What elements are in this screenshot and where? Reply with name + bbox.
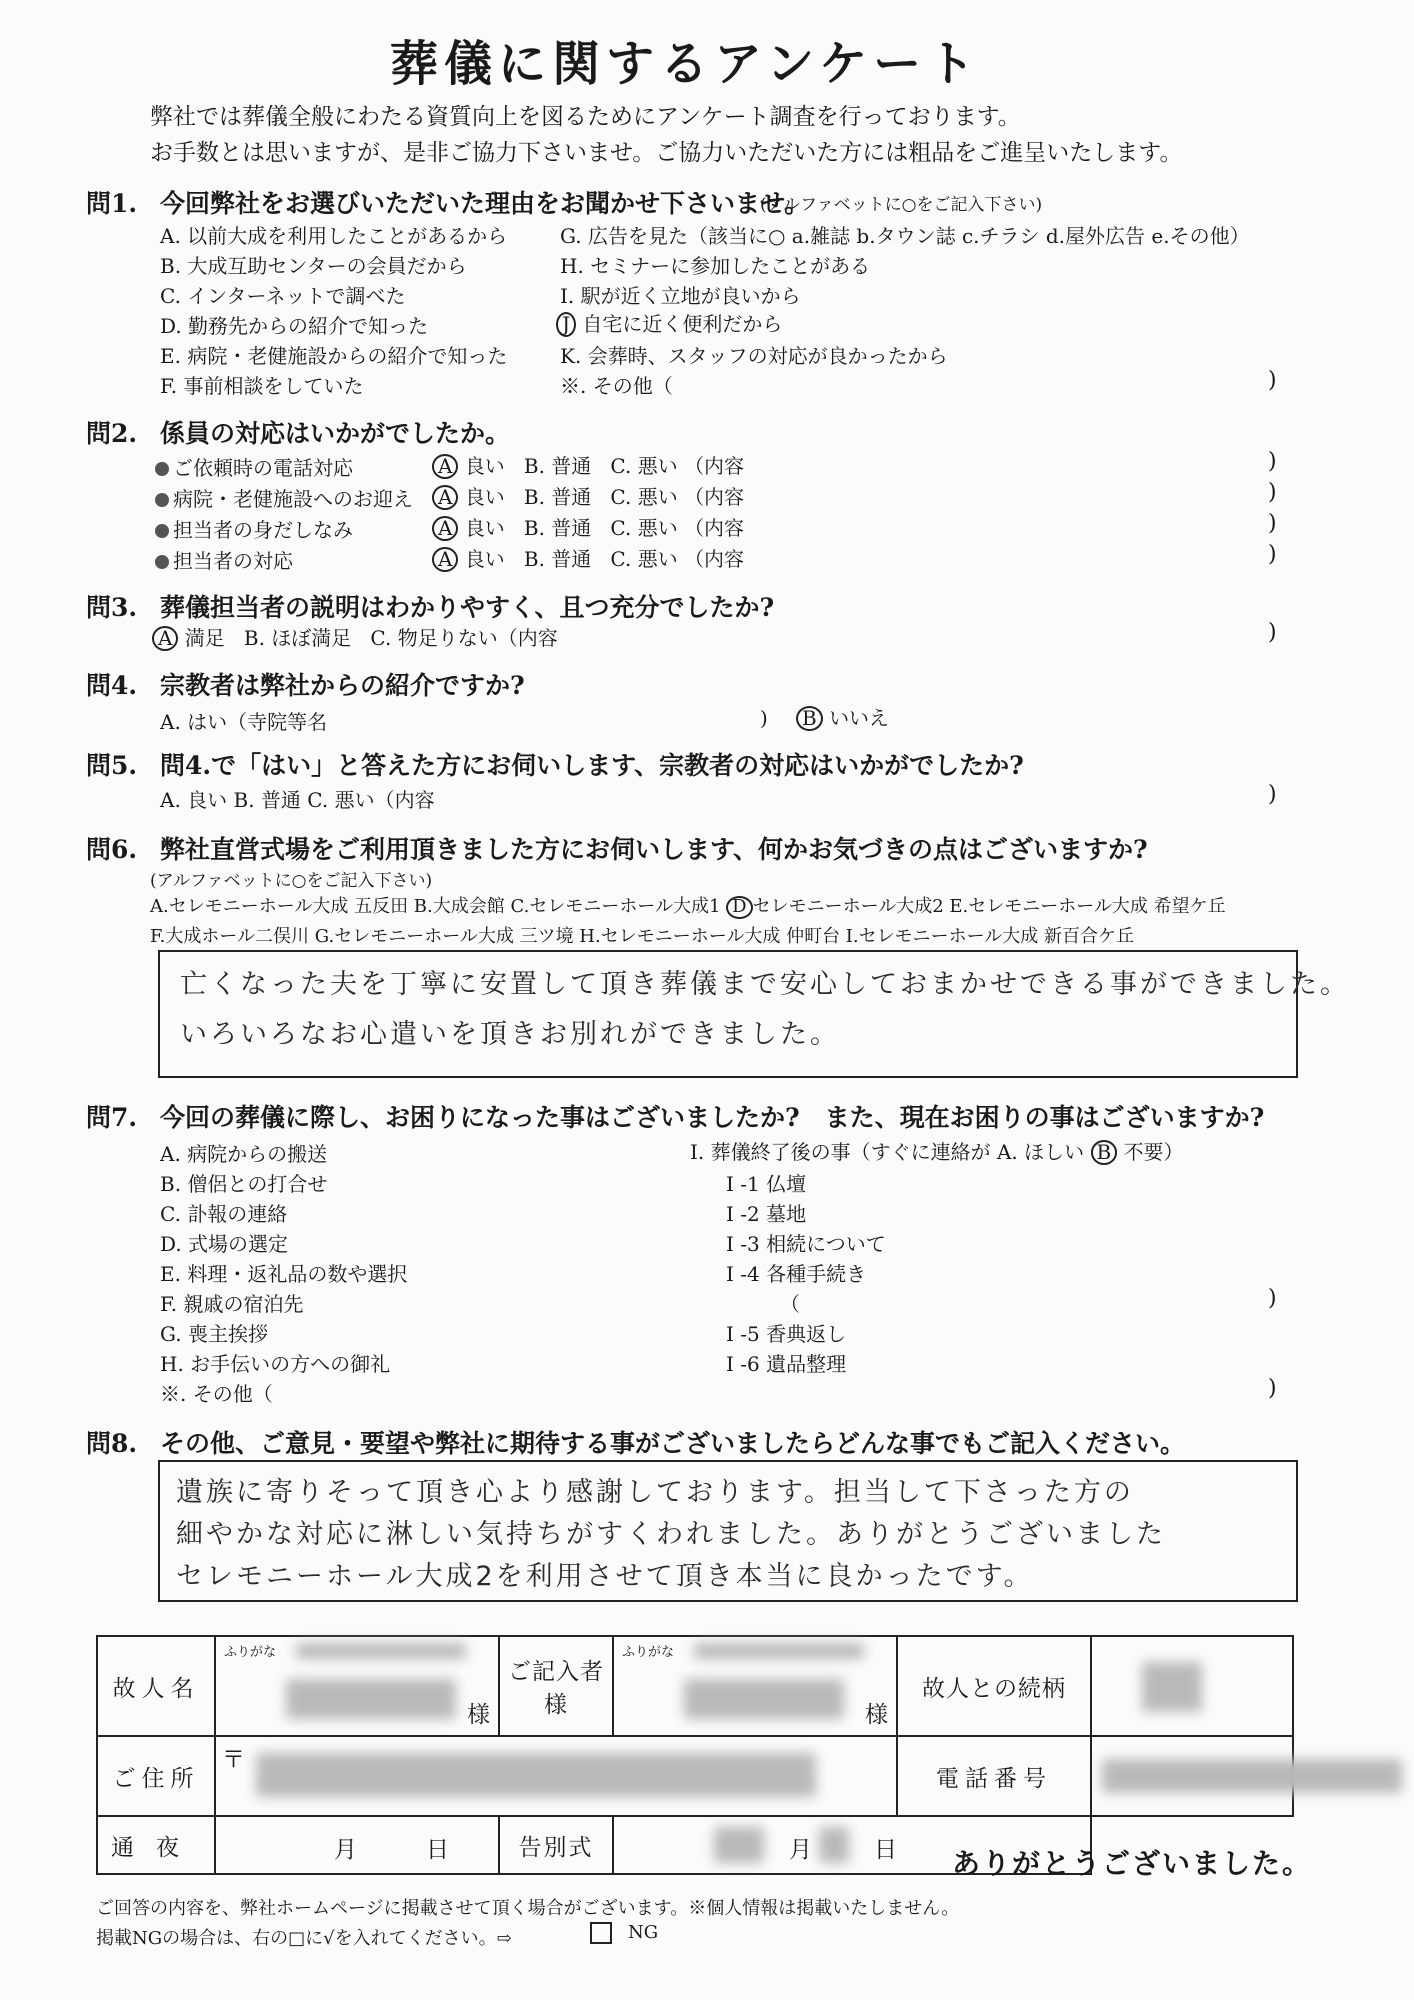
- funeral-month: 月: [789, 1837, 812, 1863]
- q7-selected-circle: B: [1091, 1140, 1118, 1165]
- footer-line-1: ご回答の内容を、弊社ホームページに掲載させて頂く場合がございます。※個人情報は掲載いたしません。: [96, 1898, 960, 1919]
- postal-mark: 〒: [222, 1747, 245, 1773]
- wake-label: 通夜: [97, 1816, 215, 1874]
- q7-text: 今回の葬儀に際し、お困りになった事はございましたか? また、現在お困りの事はございますか?: [160, 1103, 1265, 1132]
- q5-number: 問5.: [86, 751, 138, 780]
- q7-option-d[interactable]: D. 式場の選定: [160, 1232, 289, 1256]
- writer-label: ご記入者様: [499, 1636, 613, 1736]
- q2-row-1-options[interactable]: A 良い B. 普通 C. 悪い （内容: [432, 450, 744, 479]
- q2-close-paren-2: ): [1268, 480, 1277, 505]
- q5-options[interactable]: A. 良い B. 普通 C. 悪い（内容: [160, 788, 435, 812]
- q7-option-i[interactable]: I. 葬儀終了後の事（すぐに連絡が A. ほしい B 不要）: [690, 1140, 1184, 1164]
- q2-text: 係員の対応はいかがでしたか。: [160, 419, 511, 448]
- q6-number: 問6.: [86, 835, 138, 864]
- writer-sama: 様: [865, 1702, 888, 1728]
- q8-text: その他、ご意見・要望や弊社に期待する事がございましたらどんな事でもご記入ください。: [160, 1429, 1186, 1458]
- q1-option-b[interactable]: B. 大成互助センターの会員だから: [160, 254, 467, 278]
- q7-option-f[interactable]: F. 親戚の宿泊先: [160, 1292, 304, 1316]
- q1-option-c[interactable]: C. インターネットで調べた: [160, 284, 406, 308]
- respondent-info-table: [96, 1635, 1294, 1875]
- q5-close-paren: ): [1268, 782, 1277, 807]
- q7-option-i3[interactable]: I -3 相続について: [726, 1232, 886, 1256]
- relation-field[interactable]: [1091, 1636, 1293, 1736]
- q8-number: 問8.: [86, 1429, 138, 1458]
- q4-number: 問4.: [86, 671, 138, 700]
- redacted-deceased-name: [286, 1679, 456, 1719]
- redacted-phone: [1102, 1759, 1402, 1793]
- q2-close-paren-3: ): [1268, 511, 1277, 536]
- q4-option-a[interactable]: A. はい（寺院等名: [160, 710, 328, 734]
- q7-option-i2[interactable]: I -2 墓地: [726, 1202, 807, 1226]
- funeral-day: 日: [874, 1837, 897, 1863]
- q8-comment-line-2: 細やかな対応に淋しい気持ちがすくわれました。ありがとうございました: [176, 1519, 1166, 1550]
- q6-selected-circle: D: [726, 896, 752, 919]
- q1-note: (アルファベットに○をご記入下さい): [760, 195, 1043, 215]
- q1-option-g[interactable]: G. 広告を見た（該当に○ a.雑誌 b.タウン誌 c.チラシ d.屋外広告 e.その他）: [560, 224, 1250, 248]
- q6-comment-line-2: いろいろなお心遣いを頂きお別れができました。: [180, 1019, 840, 1050]
- redacted-furigana: [296, 1643, 466, 1659]
- q6-row-1[interactable]: A.セレモニーホール大成 五反田 B.大成会館 C.セレモニーホール大成1 D セレモニーホール大成2 E.セレモニーホール大成 希望ケ丘: [150, 896, 1226, 917]
- relation-label: 故人との続柄: [897, 1636, 1091, 1736]
- bullet-icon: [155, 493, 169, 507]
- q7-option-a[interactable]: A. 病院からの搬送: [160, 1142, 328, 1166]
- q1-option-e[interactable]: E. 病院・老健施設からの紹介で知った: [160, 344, 508, 368]
- q4-text: 宗教者は弊社からの紹介ですか?: [160, 671, 525, 700]
- q2-row-4-options[interactable]: A 良い B. 普通 C. 悪い （内容: [432, 543, 744, 572]
- q7-option-b[interactable]: B. 僧侶との打合せ: [160, 1172, 328, 1196]
- q1-option-other[interactable]: ※. その他（: [560, 374, 673, 398]
- q1-option-d[interactable]: D. 勤務先からの紹介で知った: [160, 314, 429, 338]
- intro-line-1: 弊社では葬儀全般にわたる資質向上を図るためにアンケート調査を行っております。: [150, 104, 1021, 130]
- ng-label: NG: [628, 1922, 659, 1943]
- q7-option-e[interactable]: E. 料理・返礼品の数や選択: [160, 1262, 408, 1286]
- q7-option-c[interactable]: C. 訃報の連絡: [160, 1202, 288, 1226]
- redacted-writer-furigana: [694, 1643, 864, 1659]
- q7-option-i6[interactable]: I -6 遺品整理: [726, 1352, 847, 1376]
- phone-label: 電話番号: [897, 1736, 1091, 1816]
- q4-option-a-close: ): [760, 706, 768, 730]
- q2-close-paren-4: ): [1268, 542, 1277, 567]
- q8-comment-line-3: セレモニーホール大成2を利用させて頂き本当に良かったです。: [176, 1561, 1034, 1592]
- q6-row-2[interactable]: F.大成ホール二俣川 G.セレモニーホール大成 三ツ境 H.セレモニーホール大成 仲町台 I.セレモニーホール大成 新百合ケ丘: [150, 926, 1135, 947]
- q8-comment-line-1: 遺族に寄りそって頂き心より感謝しております。担当して下さった方の: [176, 1477, 1134, 1508]
- q1-selected-circle: J: [556, 312, 576, 337]
- q7-option-g[interactable]: G. 喪主挨拶: [160, 1322, 268, 1346]
- redacted-address: [256, 1753, 816, 1797]
- writer-name-field[interactable]: [613, 1636, 897, 1736]
- footer-line-2: 掲載NGの場合は、右の□に√を入れてください。⇨: [96, 1928, 512, 1949]
- wake-day: 日: [426, 1837, 449, 1863]
- q2-item-phone: ご依頼時の電話対応: [155, 452, 353, 481]
- q7-number: 問7.: [86, 1103, 138, 1132]
- redacted-relation: [1142, 1662, 1202, 1712]
- q3-text: 葬儀担当者の説明はわかりやすく、且つ充分でしたか?: [160, 593, 775, 622]
- wake-month: 月: [334, 1837, 357, 1863]
- q1-option-k[interactable]: K. 会葬時、スタッフの対応が良かったから: [560, 344, 948, 368]
- ng-checkbox[interactable]: [590, 1922, 612, 1944]
- redacted-writer-name: [684, 1679, 844, 1719]
- q2-row-2-options[interactable]: A 良い B. 普通 C. 悪い （内容: [432, 481, 744, 510]
- phone-field[interactable]: [1091, 1736, 1293, 1816]
- q1-number: 問1.: [86, 189, 138, 218]
- deceased-name-field[interactable]: [215, 1636, 499, 1736]
- q2-item-pickup: 病院・老健施設へのお迎え: [155, 483, 413, 512]
- q6-comment-line-1: 亡くなった夫を丁寧に安置して頂き葬儀まで安心しておまかせできる事ができました。: [180, 969, 1350, 1000]
- q1-text: 今回弊社をお選びいただいた理由をお聞かせ下さいませ。: [160, 189, 810, 218]
- q1-option-i[interactable]: I. 駅が近く立地が良いから: [560, 284, 801, 308]
- wake-date-field[interactable]: [215, 1816, 499, 1874]
- funeral-label: 告別式: [499, 1816, 613, 1874]
- writer-furigana-label: ふりがな: [622, 1645, 675, 1660]
- q2-item-appearance: 担当者の身だしなみ: [155, 514, 353, 543]
- deceased-name-label: 故人名: [97, 1636, 215, 1736]
- q4-option-b[interactable]: B いいえ: [796, 702, 889, 731]
- q1-close-paren: ): [1268, 368, 1277, 393]
- redacted-funeral-day: [819, 1827, 849, 1863]
- bullet-icon: [155, 524, 169, 538]
- q2-row-3-options[interactable]: A 良い B. 普通 C. 悪い （内容: [432, 512, 744, 541]
- deceased-furigana-label: ふりがな: [224, 1645, 277, 1660]
- q3-number: 問3.: [86, 593, 138, 622]
- thanks-message: ありがとうございました。: [952, 1847, 1313, 1880]
- intro-line-2: お手数とは思いますが、是非ご協力下さいませ。ご協力いただいた方には粗品をご進呈いたします。: [150, 140, 1183, 166]
- q3-options[interactable]: A 満足 B. ほぼ満足 C. 物足りない（内容: [152, 622, 558, 651]
- q6-note: (アルファベットに○をご記入下さい): [150, 871, 433, 891]
- bullet-icon: [155, 555, 169, 569]
- q7-close-paren-1: ): [1268, 1286, 1277, 1311]
- q2-close-paren-1: ): [1268, 449, 1277, 474]
- q7-option-i4-paren: （: [780, 1292, 800, 1316]
- redacted-funeral-month: [714, 1827, 764, 1863]
- q7-option-i1[interactable]: I -1 仏壇: [726, 1172, 807, 1196]
- q7-option-i5[interactable]: I -5 香典返し: [726, 1322, 847, 1346]
- q2-item-response: 担当者の対応: [155, 545, 293, 574]
- address-field[interactable]: [215, 1736, 897, 1816]
- q1-option-f[interactable]: F. 事前相談をしていた: [160, 374, 364, 398]
- page-title: 葬儀に関するアンケート: [390, 36, 982, 92]
- address-label: ご住所: [97, 1736, 215, 1816]
- bullet-icon: [155, 462, 169, 476]
- q1-option-j[interactable]: [556, 308, 782, 337]
- q7-option-i4[interactable]: I -4 各種手続き: [726, 1262, 867, 1286]
- q5-text: 問4.で「はい」と答えた方にお伺いします、宗教者の対応はいかがでしたか?: [160, 751, 1024, 780]
- q6-text: 弊社直営式場をご利用頂きました方にお伺いします、何かお気づきの点はございますか?: [160, 835, 1148, 864]
- q3-close-paren: ): [1268, 620, 1277, 645]
- q7-close-paren-2: ): [1268, 1376, 1277, 1401]
- q1-option-a[interactable]: A. 以前大成を利用したことがあるから: [160, 224, 508, 248]
- q7-option-other[interactable]: ※. その他（: [160, 1382, 273, 1406]
- q2-number: 問2.: [86, 419, 138, 448]
- q1-option-h[interactable]: H. セミナーに参加したことがある: [560, 254, 871, 278]
- q1-option-j-label: 自宅に近く便利だから: [582, 312, 783, 336]
- deceased-sama: 様: [467, 1702, 490, 1728]
- q7-option-h[interactable]: H. お手伝いの方への御礼: [160, 1352, 391, 1376]
